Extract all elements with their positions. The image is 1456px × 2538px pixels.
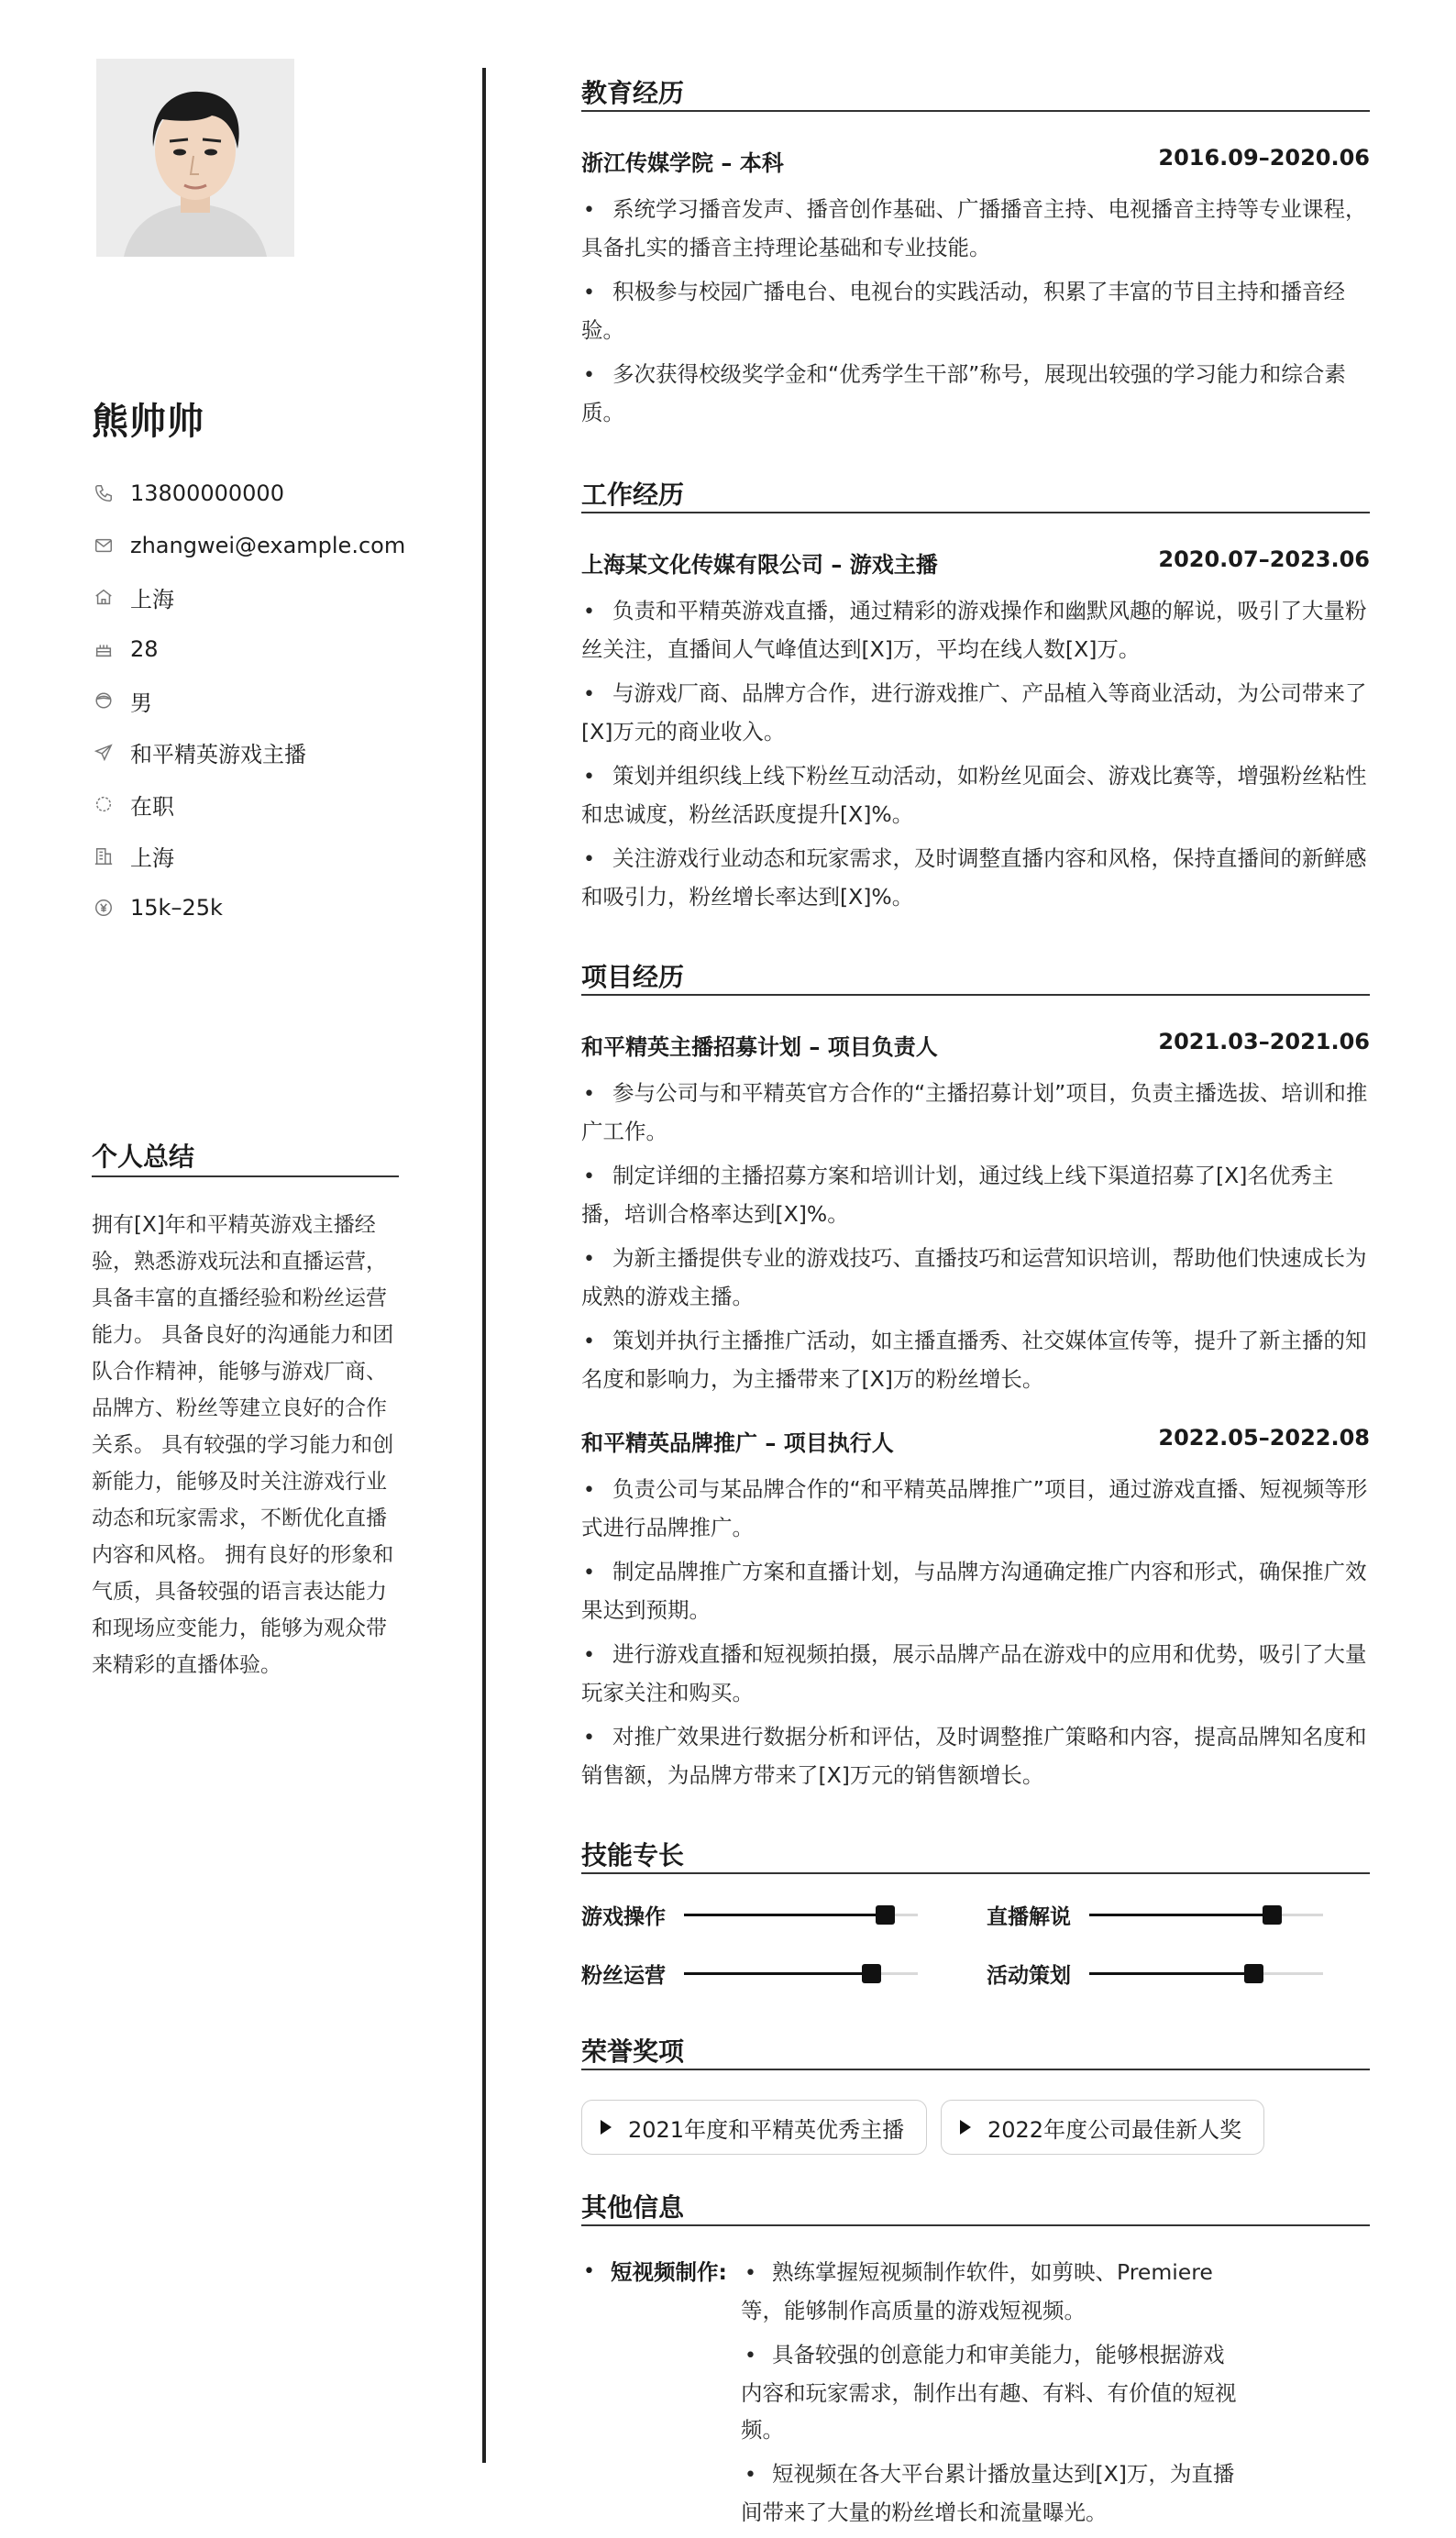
other-item-video: [581, 2254, 1370, 2538]
skill-fill: [684, 1914, 885, 1916]
info-location: [92, 571, 405, 623]
age-value: 28: [130, 635, 159, 662]
avatar-portrait: [96, 59, 294, 257]
list-item: • 为新主播提供专业的游戏技巧、直播技巧和运营知识培训，帮助他们快速成长为成熟的游戏主播。: [581, 1240, 1370, 1315]
work-entry-head: [581, 546, 1370, 579]
list-item: • 多次获得校级奖学金和“优秀学生干部”称号，展现出较强的学习能力和综合素质。: [581, 356, 1370, 431]
education-period: 2016.09–2020.06: [1158, 145, 1370, 171]
list-item: • 进行游戏直播和短视频拍摄，展示品牌产品在游戏中的应用和优势，吸引了大量玩家关注和购买。: [581, 1636, 1370, 1711]
skill-label: 游戏操作: [581, 1905, 666, 1929]
list-item: • 负责和平精英游戏直播，通过精彩的游戏操作和幽默风趣的解说，吸引了大量粉丝关注，直播间人气峰值达到[X]万，平均在线人数[X]万。: [581, 592, 1370, 668]
list-item: • 制定详细的主播招募方案和培训计划，通过线上线下渠道招募了[X]名优秀主播，培训合格率达到[X]%。: [581, 1157, 1370, 1232]
project-2-name: 和平精英品牌推广 – 项目执行人: [581, 1430, 894, 1456]
avatar: [96, 59, 294, 257]
job-target-value: 和平精英游戏主播: [130, 742, 306, 768]
list-item: • 关注游戏行业动态和玩家需求，及时调整直播内容和风格，保持直播间的新鲜感和吸引力，粉丝增长率达到[X]%。: [581, 840, 1370, 915]
list-item-text: 具备较强的创意能力和审美能力，能够根据游戏内容和玩家需求，制作出有趣、有料、有价值的短视频。: [741, 2342, 1237, 2443]
mail-icon: [92, 534, 116, 557]
project-2-period: 2022.05–2022.08: [1158, 1425, 1370, 1451]
location-value: 上海: [130, 586, 174, 612]
other-title: 其他信息: [581, 2192, 685, 2223]
project-1-name: 和平精英主播招募计划 – 项目负责人: [581, 1034, 938, 1060]
home-icon: [92, 585, 116, 609]
skill-fill: [1089, 1972, 1253, 1975]
skill-bar: [1089, 1972, 1323, 1975]
other-info: [581, 2254, 1370, 2538]
gender-value: 男: [130, 690, 152, 716]
skill-knob: [1263, 1905, 1282, 1925]
other-divider: [581, 2224, 1370, 2226]
list-item: • 短视频在各大平台累计播放量达到[X]万，为直播间带来了大量的粉丝增长和流量曝光。: [741, 2461, 1235, 2525]
skill-item: [987, 1900, 1323, 1930]
list-item: • 对推广效果进行数据分析和评估，及时调整推广策略和内容，提高品牌知名度和销售额，为品牌方带来了[X]万元的销售额增长。: [581, 1718, 1370, 1793]
info-email: [92, 520, 405, 572]
work-divider: [581, 512, 1370, 513]
award-tag: [581, 2100, 927, 2155]
summary-title: 个人总结: [92, 1142, 195, 1172]
work-bullets: [581, 592, 1370, 922]
list-item-text: 熟练掌握短视频制作软件，如剪映、Premiere等，能够制作高质量的游戏短视频。: [741, 2259, 1213, 2323]
list-item: • 策划并执行主播推广活动，如主播直播秀、社交媒体宣传等，提升了新主播的知名度和影响力，为主播带来了[X]万的粉丝增长。: [581, 1322, 1370, 1397]
education-entry-head: [581, 145, 1370, 177]
info-gender: [92, 675, 405, 727]
sidebar: [0, 0, 481, 2505]
skill-knob: [876, 1905, 895, 1925]
info-salary: [92, 882, 405, 934]
education-title: 教育经历: [581, 78, 685, 108]
other-bullets: [611, 2254, 1240, 2538]
list-item: • 策划并组织线上线下粉丝互动活动，如粉丝见面会、游戏比赛等，增强粉丝粘性和忠诚度，粉丝活跃度提升[X]%。: [581, 757, 1370, 833]
list-item: • 制定品牌推广方案和直播计划，与品牌方沟通确定推广内容和形式，确保推广效果达到预期。: [581, 1553, 1370, 1628]
info-age: [92, 623, 405, 676]
award-label: 2022年度公司最佳新人奖: [987, 2116, 1242, 2143]
company-name: 上海某文化传媒有限公司 – 游戏主播: [581, 552, 938, 578]
education-bullets: [581, 191, 1370, 438]
projects-title: 项目经历: [581, 962, 685, 992]
project-1-head: [581, 1029, 1370, 1061]
skill-fill: [684, 1972, 871, 1975]
school-name: 浙江传媒学院 – 本科: [581, 150, 784, 176]
skill-knob: [1244, 1964, 1263, 1983]
work-title: 工作经历: [581, 480, 685, 510]
email-value: zhangwei@example.com: [130, 532, 406, 558]
skills-divider: [581, 1872, 1370, 1874]
list-item: • 与游戏厂商、品牌方合作，进行游戏推广、产品植入等商业活动，为公司带来了[X]万元的商业收入。: [581, 675, 1370, 750]
cake-icon: [92, 637, 116, 661]
candidate-name: 熊帅帅: [92, 401, 204, 443]
building-icon: [92, 844, 116, 868]
skill-fill: [1089, 1914, 1272, 1916]
phone-icon: [92, 481, 116, 505]
skill-item: [581, 1959, 918, 1989]
info-target-city: [92, 831, 405, 883]
play-icon: [601, 2120, 612, 2135]
award-tag: [941, 2100, 1264, 2155]
skill-label: 粉丝运营: [581, 1964, 666, 1988]
info-phone: [92, 468, 405, 520]
summary-divider: [92, 1175, 399, 1177]
list-item: • 负责公司与某品牌合作的“和平精英品牌推广”项目，通过游戏直播、短视频等形式进行品牌推广。: [581, 1471, 1370, 1546]
skills-title: 技能专长: [581, 1840, 685, 1870]
work-period: 2020.07–2023.06: [1158, 546, 1370, 572]
other-label: 短视频制作:: [611, 2259, 727, 2285]
status-icon: [92, 792, 116, 816]
bullet-dot: •: [583, 2260, 595, 2283]
gender-icon: [92, 689, 116, 712]
list-item: • 参与公司与和平精英官方合作的“主播招募计划”项目，负责主播选拔、培训和推广工作。: [581, 1075, 1370, 1150]
list-item: • 熟练掌握短视频制作软件，如剪映、Premiere等，能够制作高质量的游戏短视频。: [741, 2259, 1213, 2323]
skill-knob: [862, 1964, 881, 1983]
skill-item: [987, 1959, 1323, 1989]
skill-label: 活动策划: [987, 1964, 1071, 1988]
info-job-target: [92, 727, 405, 779]
project-2-head: [581, 1425, 1370, 1457]
target-city-value: 上海: [130, 845, 174, 872]
column-divider: [482, 68, 486, 2463]
list-item: • 具备较强的创意能力和审美能力，能够根据游戏内容和玩家需求，制作出有趣、有料、有价值的短视频。: [741, 2342, 1237, 2443]
phone-value: 13800000000: [130, 480, 284, 507]
skill-label: 直播解说: [987, 1905, 1071, 1929]
award-label: 2021年度和平精英优秀主播: [628, 2116, 905, 2143]
skill-item: [581, 1900, 918, 1930]
paper-plane-icon: [92, 741, 116, 765]
skill-bar: [684, 1914, 918, 1916]
info-status: [92, 778, 405, 831]
projects-divider: [581, 994, 1370, 996]
education-divider: [581, 110, 1370, 112]
project-1-period: 2021.03–2021.06: [1158, 1029, 1370, 1054]
list-item-text: 短视频在各大平台累计播放量达到[X]万，为直播间带来了大量的粉丝增长和流量曝光。: [741, 2461, 1235, 2525]
list-item: • 积极参与校园广播电台、电视台的实践活动，积累了丰富的节目主持和播音经验。: [581, 273, 1370, 348]
status-value: 在职: [130, 793, 174, 820]
list-item: • 系统学习播音发声、播音创作基础、广播播音主持、电视播音主持等专业课程，具备扎实的播音主持理论基础和专业技能。: [581, 191, 1370, 266]
skill-bar: [684, 1972, 918, 1975]
skill-bar: [1089, 1914, 1323, 1916]
project-2-bullets: [581, 1471, 1370, 1801]
contact-info-list: [92, 468, 405, 934]
salary-value: 15k–25k: [130, 895, 223, 921]
awards-divider: [581, 2069, 1370, 2070]
awards-title: 荣誉奖项: [581, 2036, 685, 2067]
play-icon: [960, 2120, 971, 2135]
project-1-bullets: [581, 1075, 1370, 1405]
yen-coin-icon: [92, 896, 116, 920]
summary-text: 拥有[X]年和平精英游戏主播经验，熟悉游戏玩法和直播运营，具备丰富的直播经验和粉丝运营能力。 具备良好的沟通能力和团队合作精神，能够与游戏厂商、品牌方、粉丝等建立良好的合作关系。 具有较强的学习能力和创新能力，能够及时关注游戏行业动态和玩家需求，不断优化直播内容和风格。 拥有良好的形象和气质，具备较强的语言表达能力和现场应变能力，能够为观众带来精彩的直播体验。: [92, 1213, 394, 1677]
